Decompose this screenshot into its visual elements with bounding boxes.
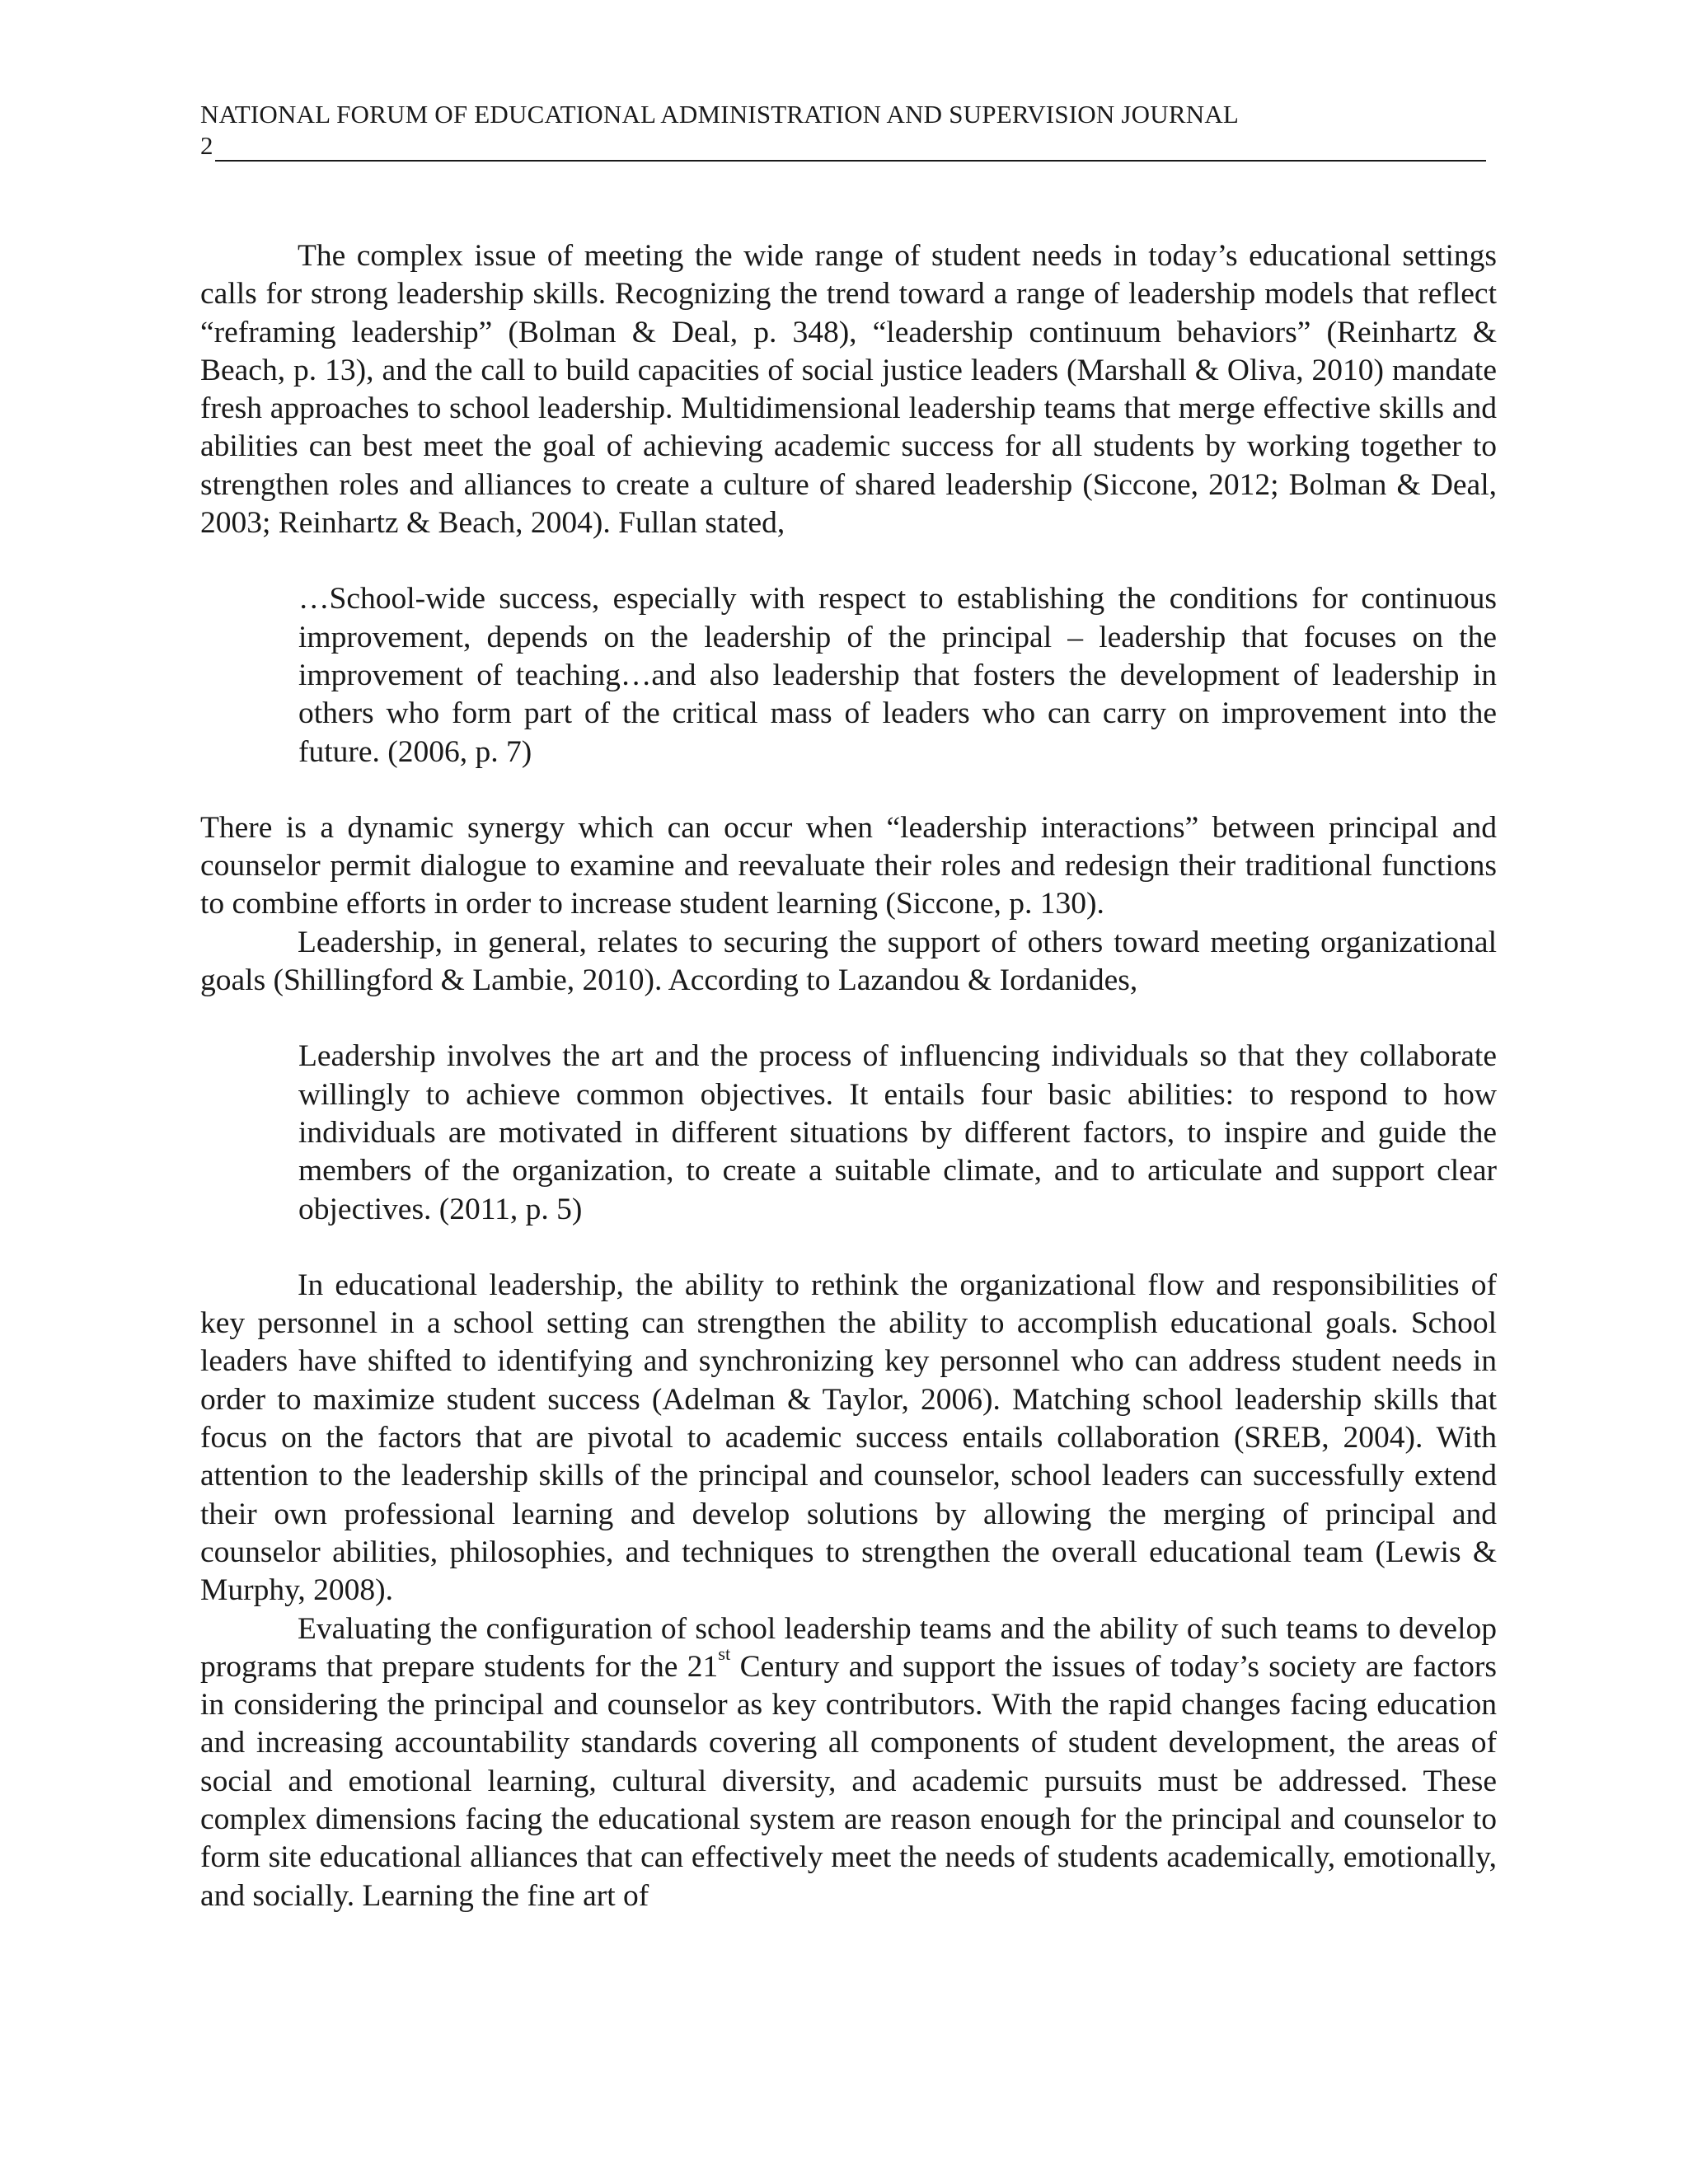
page-number-line (200, 130, 1486, 162)
block-quote: …School-wide success, especially with respect to establishing the conditions for continuous improvement, depends on the leadership of the principal – leadership that focuses on the improvement of teaching…and also leadership that fosters the development of leadership in others who form part of the critical mass of leaders who can carry on improvement into the future. (2006, p. 7) (298, 582, 1497, 769)
ordinal-superscript: st (718, 1643, 731, 1664)
header-rule (215, 135, 1486, 162)
paragraph: The complex issue of meeting the wide range of student needs in today’s educational settings calls for strong leadership skills. Recognizing the trend toward a range of leadership models that reflect “reframing leadership” (Bolman & Deal, p. 348), “leadership continuum behaviors” (Reinhartz & Beach, p. 13), and the call to build capacities of social justice leaders (Marshall & Oliva, 2010) mandate fresh approaches to school leadership. Multidimensional leadership teams that merge effective skills and abilities can best meet the goal of achieving academic success for all students by working together to strengthen roles and alliances to create a culture of shared leadership (Siccone, 2012; Bolman & Deal, 2003; Reinhartz & Beach, 2004). Fullan stated, (200, 239, 1497, 541)
article-body (200, 237, 1497, 1915)
paragraph: There is a dynamic synergy which can occur when “leadership interactions” between principal and counselor permit dialogue to examine and reevaluate their roles and redesign their traditional functions to combine efforts in order to increase student learning (Siccone, p. 130). (200, 810, 1497, 921)
paragraph-text: Evaluating the configuration of school leadership teams and the ability of such teams to develop programs that prepare students for the 21 (200, 1611, 1497, 1684)
running-header (200, 99, 1486, 162)
paragraph-text: Century and support the issues of today’s society are factors in considering the principal and counselor as key contributors. With the rapid changes facing education and increasing accountability standards covering all components of student development, the areas of social and emotional learning, cultural diversity, and academic pursuits must be addressed. These complex dimensions facing the educational system are reason enough for the principal and counselor to form site educational alliances that can effectively meet the needs of students academically, emotionally, and socially. Learning the fine art of (200, 1649, 1497, 1913)
journal-title: NATIONAL FORUM OF EDUCATIONAL ADMINISTRATION AND SUPERVISION JOURNAL (200, 100, 1240, 129)
paragraph: Leadership, in general, relates to securing the support of others toward meeting organizational goals (Shillingford & Lambie, 2010). According to Lazandou & Iordanides, (200, 925, 1497, 998)
page-number: 2 (200, 131, 213, 160)
block-quote: Leadership involves the art and the process of influencing individuals so that they collaborate willingly to achieve common objectives. It entails four basic abilities: to respond to how individuals are motivated in different situations by different factors, to inspire and guide the members of the organization, to create a suitable climate, and to articulate and support clear objectives. (2011, p. 5) (298, 1039, 1497, 1226)
paragraph (200, 1610, 1497, 1915)
paragraph: In educational leadership, the ability to rethink the organizational flow and responsibilities of key personnel in a school setting can strengthen the ability to accomplish educational goals. School leaders have shifted to identifying and synchronizing key personnel who can address student needs in order to maximize student success (Adelman & Taylor, 2006). Matching school leadership skills that focus on the factors that are pivotal to academic success entails collaboration (SREB, 2004). With attention to the leadership skills of the principal and counselor, school leaders can successfully extend their own professional learning and develop solutions by allowing the merging of principal and counselor abilities, philosophies, and techniques to strengthen the overall educational team (Lewis & Murphy, 2008). (200, 1268, 1497, 1608)
